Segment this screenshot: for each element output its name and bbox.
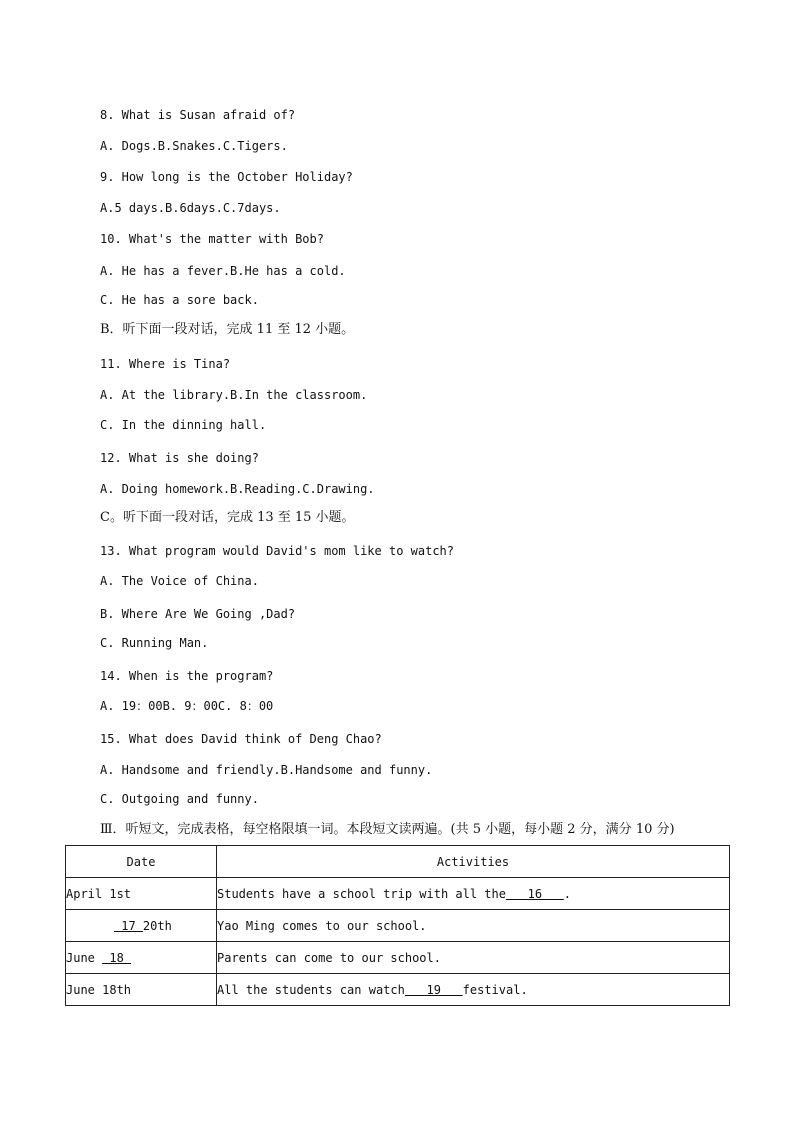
blank-18: 18 <box>102 950 132 965</box>
table-row <box>66 974 730 1006</box>
activity-cell: All the students can watch 19 festival. <box>217 974 730 1006</box>
q11-options-ab: A. At the library.B.In the classroom. <box>100 388 368 402</box>
blank-16: 16 <box>505 886 564 901</box>
date-cell: June 18 <box>66 942 217 974</box>
blank-17: 17 <box>114 918 143 933</box>
section-b-instruction: B．听下面一段对话，完成 11 至 12 小题。 <box>100 322 355 337</box>
q12-options: A. Doing homework.B.Reading.C.Drawing. <box>100 482 375 496</box>
header-date: Date <box>66 846 217 878</box>
date-cell: June 18th <box>66 974 217 1006</box>
header-activities: Activities <box>217 846 730 878</box>
q8-options: A. Dogs.B.Snakes.C.Tigers. <box>100 139 288 153</box>
q15-option-c: C. Outgoing and funny. <box>100 792 259 806</box>
q13-option-c: C. Running Man. <box>100 636 209 650</box>
activity-cell: Parents can come to our school. <box>217 942 730 974</box>
table-row <box>66 942 730 974</box>
table-header-row <box>66 846 730 878</box>
q8-question: 8. What is Susan afraid of? <box>100 108 296 122</box>
q13-question: 13. What program would David's mom like to watch? <box>100 544 455 558</box>
q14-options: A. 19：00B. 9：00C. 8：00 <box>100 699 274 713</box>
activity-cell: Yao Ming comes to our school. <box>217 910 730 942</box>
date-cell: April 1st <box>66 878 217 910</box>
date-cell: 17 20th <box>66 910 217 942</box>
table-row <box>66 878 730 910</box>
q10-options-ab: A. He has a fever.B.He has a cold. <box>100 264 346 278</box>
q9-question: 9. How long is the October Holiday? <box>100 170 353 184</box>
q14-question: 14. When is the program? <box>100 669 274 683</box>
table-row <box>66 910 730 942</box>
section-3-heading: Ⅲ．听短文，完成表格，每空格限填一词。本段短文读两遍。(共 5 小题，每小题 2 分，满分 10 分) <box>100 822 675 837</box>
q9-options: A.5 days.B.6days.C.7days. <box>100 201 281 215</box>
q10-question: 10. What's the matter with Bob? <box>100 232 324 246</box>
q13-option-b: B. Where Are We Going ,Dad? <box>100 607 296 621</box>
q15-options-ab: A. Handsome and friendly.B.Handsome and funny. <box>100 763 433 777</box>
q12-question: 12. What is she doing? <box>100 451 259 465</box>
q13-option-a: A. The Voice of China. <box>100 574 259 588</box>
q10-option-c: C. He has a sore back. <box>100 293 259 307</box>
q15-question: 15. What does David think of Deng Chao? <box>100 732 382 746</box>
section-c-instruction: C。听下面一段对话，完成 13 至 15 小题。 <box>100 510 355 525</box>
q11-question: 11. Where is Tina? <box>100 357 231 371</box>
q11-option-c: C. In the dinning hall. <box>100 418 267 432</box>
activity-cell: Students have a school trip with all the 16 . <box>217 878 730 910</box>
blank-19: 19 <box>404 982 463 997</box>
activities-table <box>65 845 730 1006</box>
